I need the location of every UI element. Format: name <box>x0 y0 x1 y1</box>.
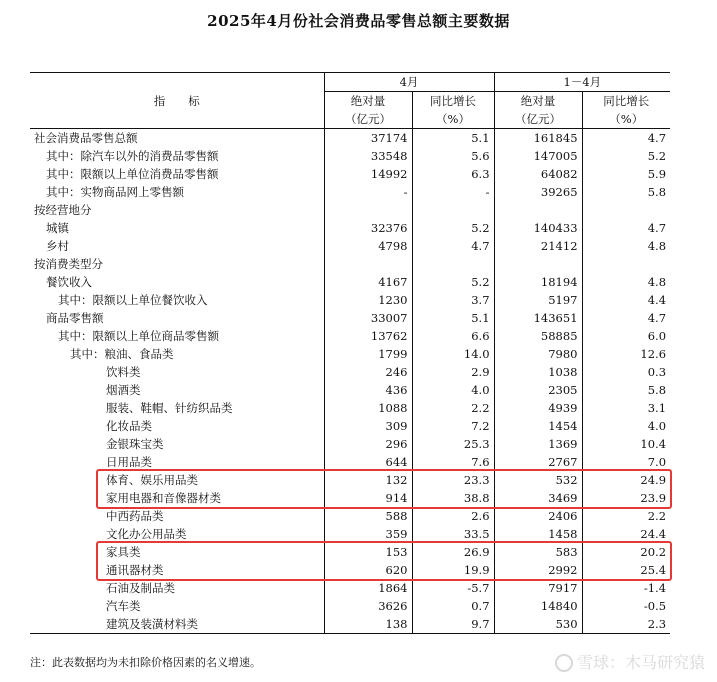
month-growth-cell: 33.5 <box>412 525 494 543</box>
table-row <box>30 363 670 381</box>
header-period-ytd: 1－4月 <box>494 73 670 92</box>
ytd-abs-cell: 4939 <box>494 399 582 417</box>
month-growth-cell: - <box>412 183 494 201</box>
month-growth-cell: 5.1 <box>412 309 494 327</box>
month-abs-cell <box>324 255 412 273</box>
row-label: 金银珠宝类 <box>106 437 164 451</box>
month-abs-cell: 359 <box>324 525 412 543</box>
month-growth-cell: 9.7 <box>412 615 494 634</box>
table-row <box>30 399 670 417</box>
ytd-growth-cell: 4.8 <box>582 237 670 255</box>
ytd-abs-cell: 2992 <box>494 561 582 579</box>
ytd-growth-cell: 4.0 <box>582 417 670 435</box>
month-abs-cell <box>324 201 412 219</box>
table-row <box>30 291 670 309</box>
ytd-abs-cell <box>494 201 582 219</box>
month-abs-cell: 246 <box>324 363 412 381</box>
table-row <box>30 237 670 255</box>
header-period-month: 4月 <box>324 73 494 92</box>
table-row <box>30 183 670 201</box>
month-growth-cell: 2.9 <box>412 363 494 381</box>
month-abs-cell: 436 <box>324 381 412 399</box>
ytd-abs-cell: 18194 <box>494 273 582 291</box>
row-label: 其中：限额以上单位消费品零售额 <box>46 167 219 181</box>
watermark: 雪球：木马研究猿 <box>555 650 705 673</box>
month-growth-cell: 4.0 <box>412 381 494 399</box>
row-label: 家具类 <box>106 545 141 559</box>
ytd-abs-cell: 161845 <box>494 129 582 148</box>
ytd-growth-cell <box>582 255 670 273</box>
ytd-growth-cell: 4.4 <box>582 291 670 309</box>
ytd-abs-cell: 7917 <box>494 579 582 597</box>
month-growth-cell: 25.3 <box>412 435 494 453</box>
row-label: 日用品类 <box>106 455 152 469</box>
ytd-abs-cell: 140433 <box>494 219 582 237</box>
row-label: 社会消费品零售总额 <box>34 131 138 145</box>
month-abs-cell: 914 <box>324 489 412 507</box>
header-indicator: 指 标 <box>30 73 324 129</box>
month-growth-cell: 4.7 <box>412 237 494 255</box>
month-growth-cell: 7.6 <box>412 453 494 471</box>
row-label: 按经营地分 <box>34 203 92 217</box>
ytd-growth-cell: 24.9 <box>582 471 670 489</box>
header-month-growth: 同比增长 （%） <box>412 92 494 129</box>
ytd-abs-cell: 532 <box>494 471 582 489</box>
month-abs-cell: 14992 <box>324 165 412 183</box>
month-abs-cell: 1799 <box>324 345 412 363</box>
ytd-growth-cell: -1.4 <box>582 579 670 597</box>
ytd-growth-cell: 7.0 <box>582 453 670 471</box>
table-row <box>30 273 670 291</box>
ytd-abs-cell: 2406 <box>494 507 582 525</box>
month-abs-cell: 1088 <box>324 399 412 417</box>
ytd-growth-cell: 3.1 <box>582 399 670 417</box>
month-growth-cell: 5.2 <box>412 219 494 237</box>
row-label: 乡村 <box>46 239 69 253</box>
table-row <box>30 579 670 597</box>
ytd-growth-cell: 5.8 <box>582 381 670 399</box>
month-abs-cell: 3626 <box>324 597 412 615</box>
ytd-growth-cell: 12.6 <box>582 345 670 363</box>
table-row <box>30 597 670 615</box>
table-row <box>30 327 670 345</box>
page-title: 2025年4月份社会消费品零售总额主要数据 <box>207 12 510 30</box>
month-abs-cell: 132 <box>324 471 412 489</box>
highlight-box-furniture-telecom <box>96 541 672 581</box>
ytd-growth-cell: 2.3 <box>582 615 670 634</box>
row-label: 家用电器和音像器材类 <box>106 491 221 505</box>
ytd-abs-cell: 21412 <box>494 237 582 255</box>
ytd-growth-cell: 5.2 <box>582 147 670 165</box>
month-growth-cell: 38.8 <box>412 489 494 507</box>
month-abs-cell: 1864 <box>324 579 412 597</box>
table-row <box>30 129 670 148</box>
table-row <box>30 255 670 273</box>
row-label: 商品零售额 <box>46 311 104 325</box>
month-abs-cell: 32376 <box>324 219 412 237</box>
row-label: 其中：粮油、食品类 <box>70 347 174 361</box>
ytd-growth-cell: -0.5 <box>582 597 670 615</box>
month-abs-cell: 309 <box>324 417 412 435</box>
month-growth-cell: 0.7 <box>412 597 494 615</box>
table-row <box>30 219 670 237</box>
table-row <box>30 381 670 399</box>
row-label: 汽车类 <box>106 599 141 613</box>
ytd-growth-cell: 4.8 <box>582 273 670 291</box>
ytd-abs-cell: 2767 <box>494 453 582 471</box>
row-label: 其中：除汽车以外的消费品零售额 <box>46 149 219 163</box>
month-growth-cell: 2.6 <box>412 507 494 525</box>
row-label: 其中：限额以上单位商品零售额 <box>58 329 219 343</box>
ytd-growth-cell: 10.4 <box>582 435 670 453</box>
table-row <box>30 615 670 634</box>
table-row <box>30 345 670 363</box>
month-growth-cell: 5.2 <box>412 273 494 291</box>
month-growth-cell: 5.6 <box>412 147 494 165</box>
row-label: 按消费类型分 <box>34 257 103 271</box>
ytd-growth-cell: 5.9 <box>582 165 670 183</box>
month-abs-cell: 33007 <box>324 309 412 327</box>
table-row <box>30 165 670 183</box>
month-abs-cell: 620 <box>324 561 412 579</box>
ytd-growth-cell: 23.9 <box>582 489 670 507</box>
ytd-abs-cell: 1369 <box>494 435 582 453</box>
month-abs-cell: 296 <box>324 435 412 453</box>
month-abs-cell: 588 <box>324 507 412 525</box>
month-abs-cell: 153 <box>324 543 412 561</box>
table-row <box>30 417 670 435</box>
ytd-abs-cell: 7980 <box>494 345 582 363</box>
row-label: 建筑及装潢材料类 <box>30 615 324 634</box>
table-row <box>30 507 670 525</box>
ytd-abs-cell: 14840 <box>494 597 582 615</box>
month-growth-cell: 6.3 <box>412 165 494 183</box>
month-growth-cell: 3.7 <box>412 291 494 309</box>
ytd-abs-cell: 5197 <box>494 291 582 309</box>
ytd-growth-cell: 6.0 <box>582 327 670 345</box>
ytd-growth-cell: 4.7 <box>582 309 670 327</box>
header-ytd-abs: 绝对量 （亿元） <box>494 92 582 129</box>
month-abs-cell: 13762 <box>324 327 412 345</box>
month-growth-cell: -5.7 <box>412 579 494 597</box>
month-growth-cell <box>412 255 494 273</box>
header-month-abs: 绝对量 （亿元） <box>324 92 412 129</box>
ytd-growth-cell: 0.3 <box>582 363 670 381</box>
table-row <box>30 435 670 453</box>
ytd-abs-cell: 143651 <box>494 309 582 327</box>
ytd-growth-cell: 24.4 <box>582 525 670 543</box>
row-label: 石油及制品类 <box>106 581 175 595</box>
month-abs-cell: 33548 <box>324 147 412 165</box>
row-label: 服装、鞋帽、针纺织品类 <box>106 401 233 415</box>
table-row <box>30 147 670 165</box>
ytd-abs-cell: 39265 <box>494 183 582 201</box>
month-abs-cell: - <box>324 183 412 201</box>
ytd-growth-cell: 25.4 <box>582 561 670 579</box>
ytd-growth-cell: 4.7 <box>582 129 670 148</box>
ytd-abs-cell: 583 <box>494 543 582 561</box>
row-label: 烟酒类 <box>106 383 141 397</box>
footnote: 注：此表数据均为未扣除价格因素的名义增速。 <box>30 656 261 669</box>
month-growth-cell <box>412 201 494 219</box>
row-label: 文化办公用品类 <box>106 527 187 541</box>
ytd-abs-cell: 1454 <box>494 417 582 435</box>
ytd-abs-cell: 3469 <box>494 489 582 507</box>
row-label: 体育、娱乐用品类 <box>106 473 198 487</box>
month-growth-cell: 19.9 <box>412 561 494 579</box>
month-growth-cell: 14.0 <box>412 345 494 363</box>
ytd-abs-cell: 58885 <box>494 327 582 345</box>
header-ytd-growth: 同比增长 （%） <box>582 92 670 129</box>
ytd-abs-cell: 530 <box>494 615 582 634</box>
row-label: 其中：限额以上单位餐饮收入 <box>58 293 208 307</box>
ytd-abs-cell: 64082 <box>494 165 582 183</box>
month-growth-cell: 6.6 <box>412 327 494 345</box>
month-growth-cell: 2.2 <box>412 399 494 417</box>
month-abs-cell: 138 <box>324 615 412 634</box>
month-abs-cell: 1230 <box>324 291 412 309</box>
snowball-logo-icon <box>555 654 573 672</box>
ytd-abs-cell: 147005 <box>494 147 582 165</box>
month-growth-cell: 23.3 <box>412 471 494 489</box>
month-growth-cell: 7.2 <box>412 417 494 435</box>
ytd-growth-cell <box>582 201 670 219</box>
ytd-abs-cell: 2305 <box>494 381 582 399</box>
ytd-growth-cell: 2.2 <box>582 507 670 525</box>
table-row <box>30 201 670 219</box>
row-label: 通讯器材类 <box>106 563 164 577</box>
row-label: 化妆品类 <box>106 419 152 433</box>
month-growth-cell: 26.9 <box>412 543 494 561</box>
ytd-abs-cell: 1458 <box>494 525 582 543</box>
ytd-growth-cell: 4.7 <box>582 219 670 237</box>
ytd-growth-cell: 5.8 <box>582 183 670 201</box>
row-label: 中西药品类 <box>106 509 164 523</box>
month-abs-cell: 37174 <box>324 129 412 148</box>
month-abs-cell: 644 <box>324 453 412 471</box>
month-growth-cell: 5.1 <box>412 129 494 148</box>
row-label: 餐饮收入 <box>46 275 92 289</box>
highlight-box-sports-appliances <box>96 469 672 509</box>
ytd-growth-cell: 20.2 <box>582 543 670 561</box>
ytd-abs-cell: 1038 <box>494 363 582 381</box>
ytd-abs-cell <box>494 255 582 273</box>
month-abs-cell: 4798 <box>324 237 412 255</box>
row-label: 饮料类 <box>106 365 141 379</box>
row-label: 其中：实物商品网上零售额 <box>46 185 184 199</box>
row-label: 城镇 <box>46 221 69 235</box>
month-abs-cell: 4167 <box>324 273 412 291</box>
table-row <box>30 309 670 327</box>
